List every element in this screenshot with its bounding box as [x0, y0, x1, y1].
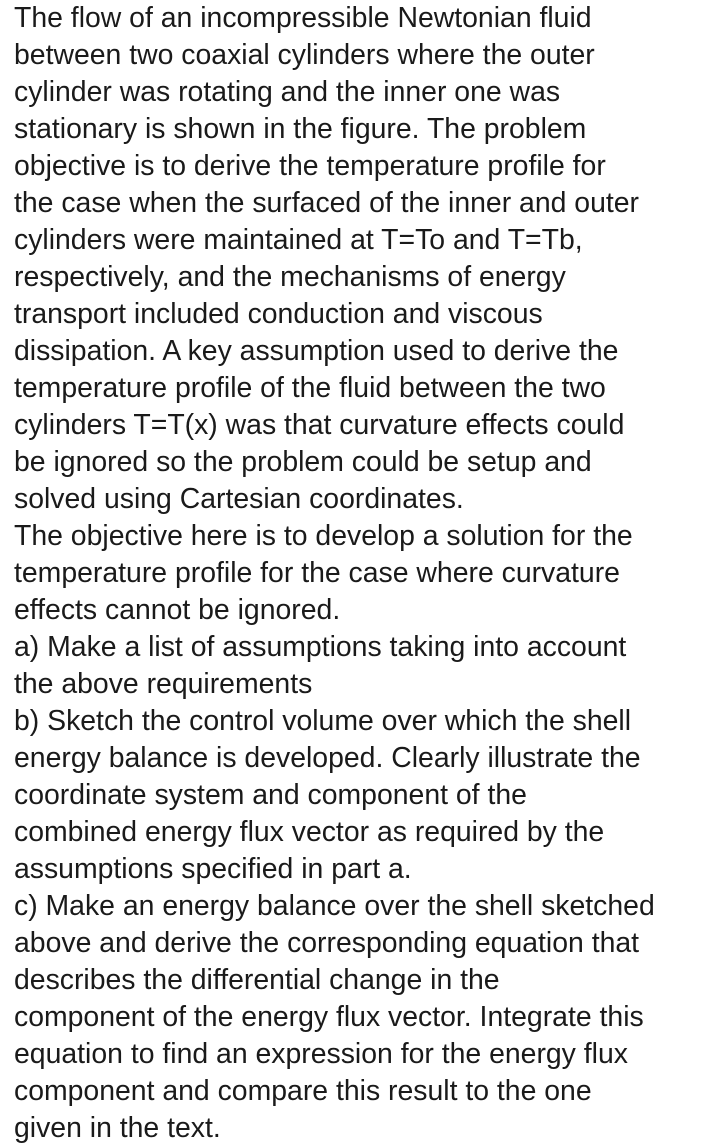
text-line: temperature profile for the case where curvature — [14, 557, 620, 589]
text-line: cylinders T=T(x) was that curvature effects could — [14, 409, 625, 441]
text-line: given in the text. — [14, 1112, 221, 1144]
text-line: respectively, and the mechanisms of energy — [14, 261, 566, 293]
text-line: The objective here is to develop a solution for the — [14, 520, 633, 552]
text-line: assumptions specified in part a. — [14, 853, 412, 885]
text-line: solved using Cartesian coordinates. — [14, 483, 464, 515]
part-a-line: a) Make a list of assumptions taking into account — [14, 631, 627, 663]
text-line: component of the energy flux vector. Integrate this — [14, 1001, 644, 1033]
text-line: the case when the surfaced of the inner and outer — [14, 187, 640, 219]
text-line: above and derive the corresponding equation that — [14, 927, 640, 959]
text-line: dissipation. A key assumption used to derive the — [14, 335, 619, 367]
text-line: transport included conduction and viscous — [14, 298, 543, 330]
text-line: cylinders were maintained at T=To and T=Tb, — [14, 224, 583, 256]
text-line: cylinder was rotating and the inner one was — [14, 76, 561, 108]
text-line: stationary is shown in the figure. The problem — [14, 113, 587, 145]
text-line: effects cannot be ignored. — [14, 594, 341, 626]
text-line: objective is to derive the temperature profile for — [14, 150, 606, 182]
text-line: describes the differential change in the — [14, 964, 500, 996]
part-c-line: c) Make an energy balance over the shell sketched — [14, 890, 655, 922]
text-line: between two coaxial cylinders where the outer — [14, 39, 595, 71]
text-line: energy balance is developed. Clearly illustrate the — [14, 742, 641, 774]
text-line: component and compare this result to the one — [14, 1075, 592, 1107]
text-line: the above requirements — [14, 668, 313, 700]
text-line: combined energy flux vector as required by the — [14, 816, 605, 848]
text-line: The flow of an incompressible Newtonian fluid — [14, 2, 592, 34]
text-line: temperature profile of the fluid between the two — [14, 372, 606, 404]
text-line: equation to find an expression for the energy flux — [14, 1038, 628, 1070]
text-line: be ignored so the problem could be setup and — [14, 446, 592, 478]
problem-text — [14, 0, 714, 1147]
part-b-line: b) Sketch the control volume over which the shell — [14, 705, 632, 737]
text-line: coordinate system and component of the — [14, 779, 527, 811]
